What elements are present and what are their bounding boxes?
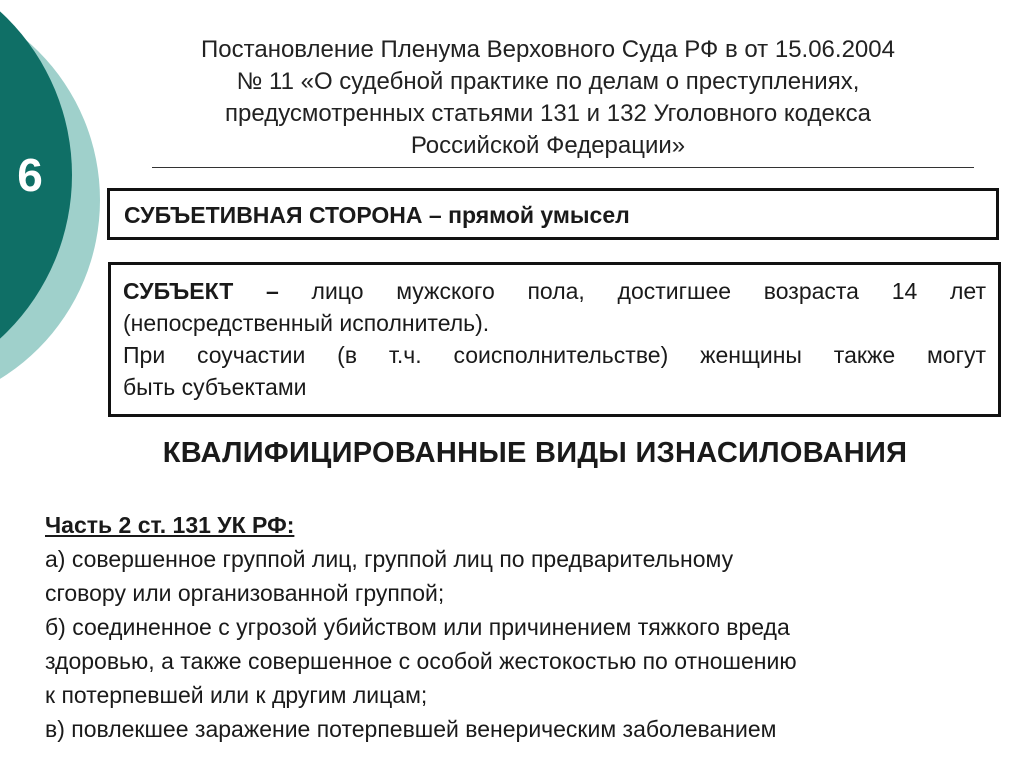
title-divider <box>152 167 974 168</box>
slide-decoration <box>0 0 110 420</box>
subject-term: СУБЪЕКТ – <box>123 278 279 304</box>
title-line: предусмотренных статьями 131 и 132 Уголовного кодекса <box>225 100 871 127</box>
subject-box <box>108 262 1001 417</box>
subject-line: быть субъектами <box>123 374 307 400</box>
page-title <box>118 34 978 162</box>
part-heading: Часть 2 ст. 131 УК РФ: <box>45 512 295 538</box>
qualified-types-list <box>45 508 985 746</box>
title-line: Российской Федерации» <box>410 132 686 159</box>
subject-line: При соучастии (в т.ч. соисполнительстве) женщины также могут <box>123 342 986 368</box>
list-line: к потерпевшей или к другим лицам; <box>45 682 428 708</box>
list-line: сговору или организованной группой; <box>45 580 445 606</box>
subjective-side-box <box>107 188 999 240</box>
title-line: № 11 «О судебной практике по делам о преступлениях, <box>236 68 860 95</box>
section-heading: КВАЛИФИЦИРОВАННЫЕ ВИДЫ ИЗНАСИЛОВАНИЯ <box>162 437 908 469</box>
list-line: б) соединенное с угрозой убийством или причинением тяжкого вреда <box>45 614 790 640</box>
subject-line: (непосредственный исполнитель). <box>123 310 490 336</box>
subject-line <box>123 275 986 307</box>
list-line: а) совершенное группой лиц, группой лиц по предварительному <box>45 546 734 572</box>
title-line: Постановление Пленума Верховного Суда РФ в от 15.06.2004 <box>201 36 895 63</box>
subjective-side-text: СУБЪЕТИВНАЯ СТОРОНА – прямой умысел <box>124 202 630 228</box>
subject-definition: лицо мужского пола, достигшее возраста 14 лет <box>278 278 986 304</box>
slide-number: 6 <box>17 149 43 201</box>
list-line: здоровью, а также совершенное с особой жестокостью по отношению <box>45 648 797 674</box>
list-line: в) повлекшее заражение потерпевшей венерическим заболеванием <box>45 716 777 742</box>
